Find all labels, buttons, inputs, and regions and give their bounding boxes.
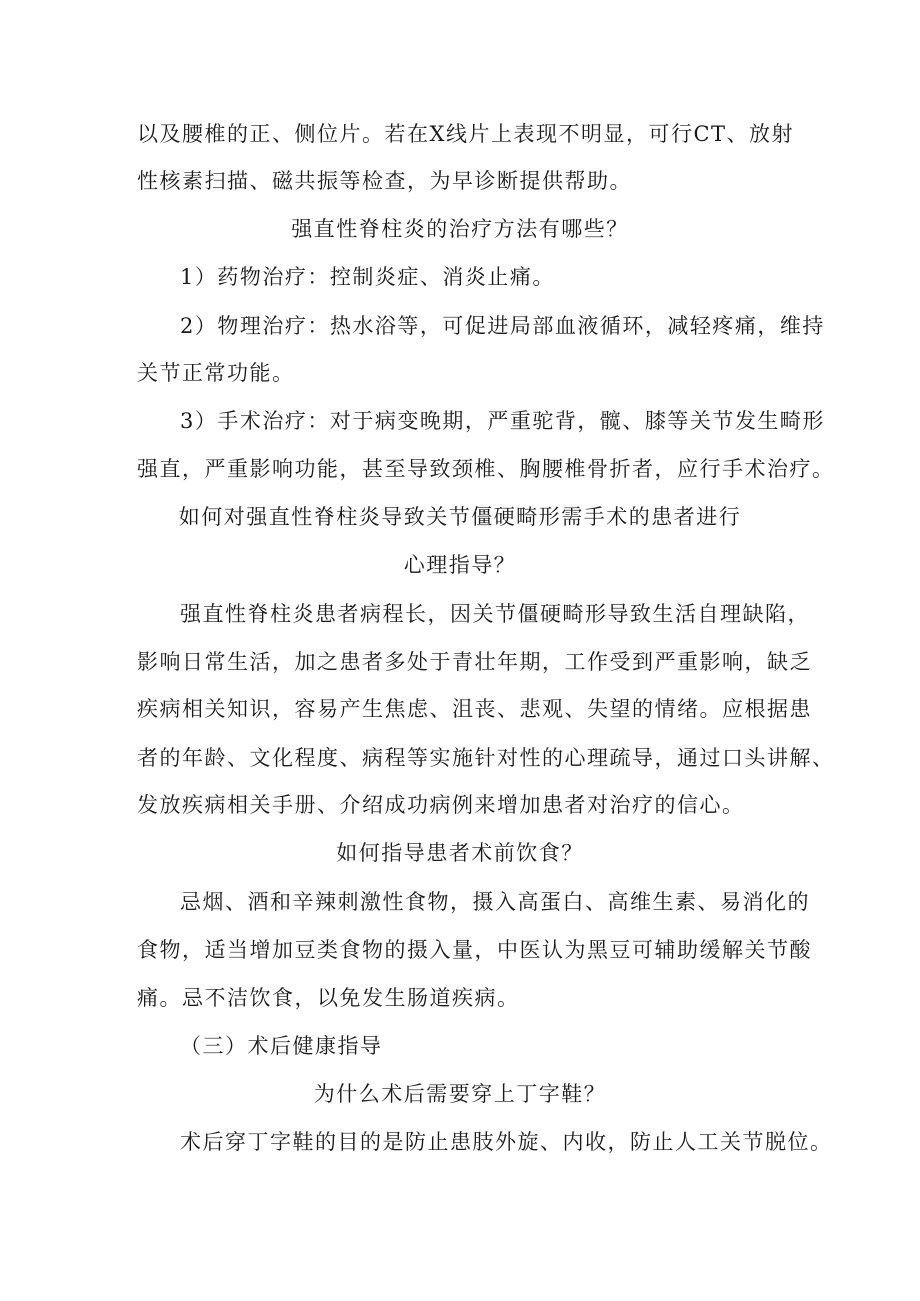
paragraph-line: 影响日常生活，加之患者多处于青壮年期，工作受到严重影响，缺乏 bbox=[137, 650, 812, 674]
list-item-continuation: 关节正常功能。 bbox=[137, 361, 295, 385]
paragraph-line: 者的年龄、文化程度、病程等实施针对性的心理疏导，通过口头讲解、 bbox=[137, 746, 835, 770]
paragraph-line: 术后穿丁字鞋的目的是防止患肢外旋、内收，防止人工关节脱位。 bbox=[180, 1130, 833, 1154]
question-heading: 强直性脊柱炎的治疗方法有哪些？ bbox=[291, 217, 629, 241]
question-heading: 心理指导？ bbox=[403, 553, 517, 577]
paragraph-line: 以及腰椎的正、侧位片。若在X线片上表现不明显，可行CT、放射 bbox=[137, 122, 795, 146]
paragraph-line: 食物，适当增加豆类食物的摄入量，中医认为黑豆可辅助缓解关节酸 bbox=[137, 938, 812, 962]
question-heading: 如何指导患者术前饮食？ bbox=[336, 841, 584, 865]
paragraph-line: 发放疾病相关手册、介绍成功病例来增加患者对治疗的信心。 bbox=[137, 793, 745, 817]
section-title: （三）术后健康指导 bbox=[180, 1034, 383, 1058]
question-heading: 为什么术后需要穿上丁字鞋？ bbox=[313, 1082, 607, 1106]
list-item: 1）药物治疗：控制炎症、消炎止痛。 bbox=[180, 265, 555, 289]
paragraph-line: 性核素扫描、磁共振等检查，为早诊断提供帮助。 bbox=[137, 169, 632, 193]
question-heading: 如何对强直性脊柱炎导致关节僵硬畸形需手术的患者进行 bbox=[178, 505, 742, 529]
paragraph-line: 疾病相关知识，容易产生焦虑、沮丧、悲观、失望的情绪。应根据患 bbox=[137, 697, 812, 721]
paragraph-line: 强直性脊柱炎患者病程长，因关节僵硬畸形导致生活自理缺陷， bbox=[180, 602, 810, 626]
list-item: 2）物理治疗：热水浴等，可促进局部血液循环，减轻疼痛，维持 bbox=[180, 314, 825, 338]
paragraph-line: 痛。忌不洁饮食，以免发生肠道疾病。 bbox=[137, 986, 520, 1010]
list-item-continuation: 强直，严重影响功能，甚至导致颈椎、胸腰椎骨折者，应行手术治疗。 bbox=[137, 457, 835, 481]
paragraph-line: 忌烟、酒和辛辣刺激性食物，摄入高蛋白、高维生素、易消化的 bbox=[180, 890, 810, 914]
list-item: 3）手术治疗：对于病变晚期，严重驼背，髋、膝等关节发生畸形 bbox=[180, 409, 825, 433]
